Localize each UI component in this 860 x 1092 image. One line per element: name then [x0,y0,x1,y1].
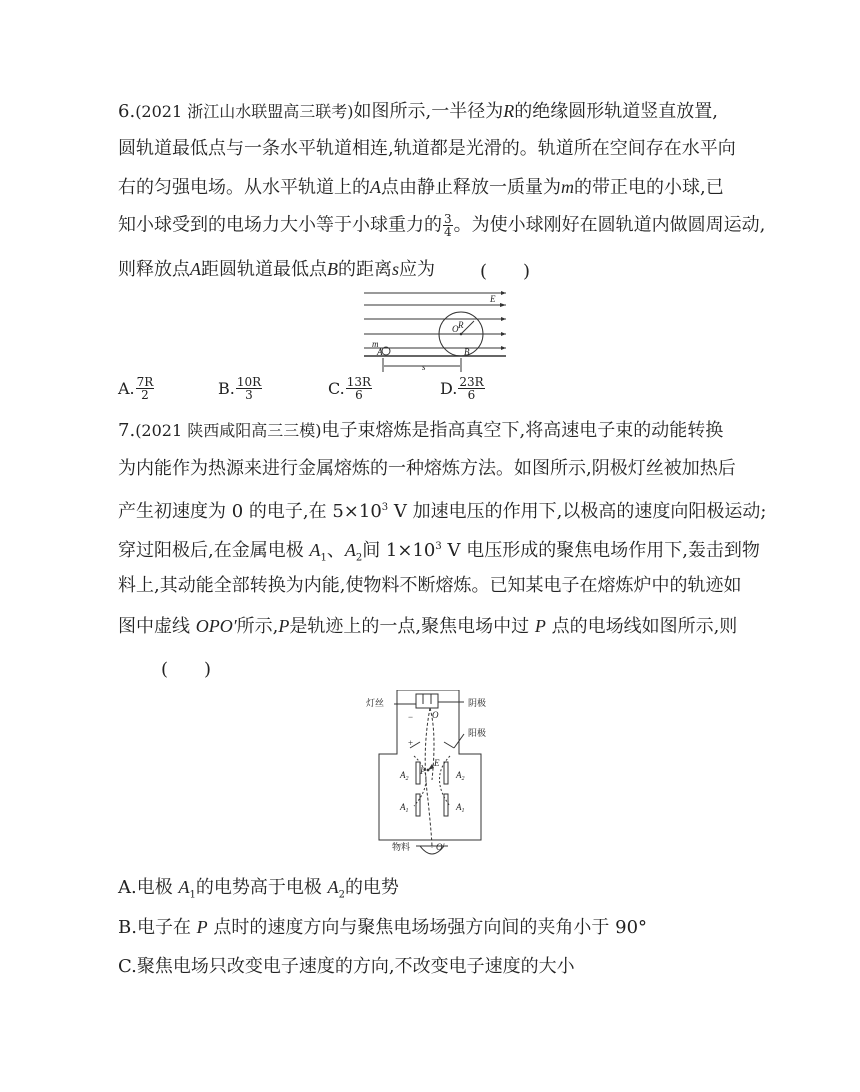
q6-line-3 [118,175,724,200]
frac-num: 10R [236,375,262,389]
subscript: 2 [355,552,363,564]
q6-line-1 [118,99,718,124]
fraction-three-quarters [443,213,453,238]
q6-figure [360,288,510,372]
q7-line-3 [118,496,766,524]
option-fraction [346,376,372,401]
label-sub: 2 [461,776,465,782]
exponent: 3 [435,541,442,552]
q7-option-a[interactable] [118,875,399,908]
label-plus: + [408,738,414,748]
q6-option-a[interactable] [118,376,155,401]
q7-option-c[interactable]: C.聚焦电场只改变电子速度的方向,不改变电子速度的大小 [118,956,575,977]
q6-text: 距圆轨道最低点 [201,259,327,280]
frac-den: 2 [141,388,149,402]
q7-line-5: 料上,其动能全部转换为内能,使物料不断熔炼。已知某电子在熔炼炉中的轨迹如 [118,575,742,596]
q6-option-b[interactable] [218,376,263,401]
arrow-E [500,303,506,307]
frac-den: 4 [444,225,452,239]
option-text: 的电势 [344,877,399,898]
q6-option-d[interactable] [440,376,486,401]
q7-text: 穿过阳极后,在金属电极 [118,540,310,561]
label-s: s [422,362,426,372]
option-label: B. [218,379,235,398]
exponent: 3 [381,502,389,513]
option-label: A. [118,379,135,398]
q7-figure [364,690,500,866]
var-A: A [190,259,201,279]
frac-num: 3 [444,212,452,226]
label-m: m [372,339,379,349]
var-OPO: OPO′ [195,616,237,636]
label-A1-left [399,802,409,814]
frac-num: 13R [346,375,372,389]
frac-num: 23R [459,375,484,389]
var-P: P [196,917,208,937]
option-text: 的电势高于电极 [195,877,328,898]
label-filament: 灯丝 [366,698,385,708]
var-A1: A [178,877,190,897]
q6-text: 。为使小球刚好在圆轨道内做圆周运动, [453,214,766,236]
frac-den: 3 [245,388,253,402]
var-A2: A [327,877,339,897]
frac-den: 6 [355,388,363,402]
q7-text: 是轨迹上的一点,聚焦电场中过 [289,616,535,637]
q7-line-6 [118,614,737,639]
q7-answer-paren: ( ) [161,659,212,680]
separator: 、 [326,540,345,561]
var-P: P [278,616,290,636]
q6-option-c[interactable] [328,376,373,401]
option-text: B.电子在 [118,917,197,938]
label-A: A [456,802,462,812]
option-text: 点时的速度方向与聚焦电场场强方向间的夹角小于 90° [207,917,648,938]
q7-text: 产生初速度为 0 的电子,在 5×10 [118,501,382,522]
q7-text: 间 1×10 [362,540,436,561]
option-label: C. [328,379,345,398]
electrode-A1-left [416,794,420,816]
option-fraction [136,376,155,401]
var-R: R [503,101,515,121]
q7-source: (2021 陕西咸阳高三三模) [135,421,322,440]
q6-text: 的绝缘圆形轨道竖直放置, [514,101,718,122]
frac-den: 6 [467,388,476,402]
q7-option-b[interactable] [118,915,647,940]
q7-text: 所示, [236,616,279,637]
q7-line-4 [118,535,760,571]
arrow-head [501,317,506,321]
q7-line-2: 为内能作为热源来进行金属熔炼的一种熔炼方法。如图所示,阴极灯丝被加热后 [118,458,736,479]
label-A1-right [455,802,465,814]
label-A: A [456,770,462,780]
arrow-head [501,332,506,336]
label-A2-right [455,770,465,782]
option-label: D. [440,379,458,398]
label-A2-left [399,770,409,782]
label-material: 物料 [392,842,411,852]
q6-text: 如图所示,一半径为 [353,101,504,122]
label-O-prime: O′ [436,842,445,852]
label-A: A [400,802,406,812]
var-A2: A [344,540,356,560]
label-B: B [464,347,470,357]
center-dot [460,333,463,336]
label-sub: 1 [405,808,409,814]
q6-line-2: 圆轨道最低点与一条水平轨道相连,轨道都是光滑的。轨道所在空间存在水平向 [118,138,736,159]
q6-text: 的带正电的小球,已 [574,177,724,198]
label-sub: 1 [461,808,465,814]
label-A: A [400,770,406,780]
label-cathode: 阴极 [468,698,487,708]
arrow-head [501,346,506,350]
q6-number: 6. [118,101,136,122]
q7-text: 图中虚线 [118,616,196,637]
label-E: E [490,294,496,304]
label-minus: − [408,712,414,722]
q6-text: 的距离 [338,259,392,280]
label-sub: 2 [405,776,409,782]
furnace-outline [379,690,481,840]
anode-plate [444,742,454,748]
option-fraction [236,376,262,401]
var-A1: A [309,540,321,560]
subscript: 1 [189,889,196,901]
cathode-box [416,694,438,708]
electrode-A2-right [444,762,448,784]
label-O: O [432,710,439,720]
label-A: A [377,347,383,357]
var-m: m [561,177,574,197]
q7-text: V 电压形成的聚焦电场作用下,轰击到物 [441,540,760,561]
q6-text: 知小球受到的电场力大小等于小球重力的 [118,214,442,236]
label-anode: 阳极 [468,728,487,738]
q6-text: 应为 [399,259,436,280]
var-A: A [370,177,381,197]
label-O: O [452,324,459,334]
q6-line-5 [118,257,435,282]
subscript: 2 [338,889,345,901]
arrow-head [501,291,506,295]
q6-source: (2021 浙江山水联盟高三联考) [135,102,354,121]
q6-text: 则释放点 [118,259,190,280]
var-B: B [327,259,338,279]
q7-text: 电子束熔炼是指高真空下,将高速电子束的动能转换 [321,420,724,441]
var-P: P [534,616,546,636]
option-text: A.电极 [118,877,179,898]
q6-text: 点由静止释放一质量为 [381,177,561,198]
q7-text: 点的电场线如图所示,则 [545,616,738,637]
q7-text: V 加速电压的作用下,以极高的速度向阳极运动; [388,501,767,522]
subscript: 1 [320,552,327,564]
q6-answer-paren: ( ) [480,261,531,282]
label-P: P [420,766,426,776]
frac-num: 7R [136,375,154,389]
q6-line-4 [118,213,765,238]
var-s: s [392,259,400,279]
label-R: R [458,320,464,330]
option-fraction [458,376,484,401]
q7-number: 7. [118,420,136,441]
label-E: E [434,758,440,768]
q7-line-1 [118,419,723,443]
q6-text: 右的匀强电场。从水平轨道上的 [118,177,370,198]
